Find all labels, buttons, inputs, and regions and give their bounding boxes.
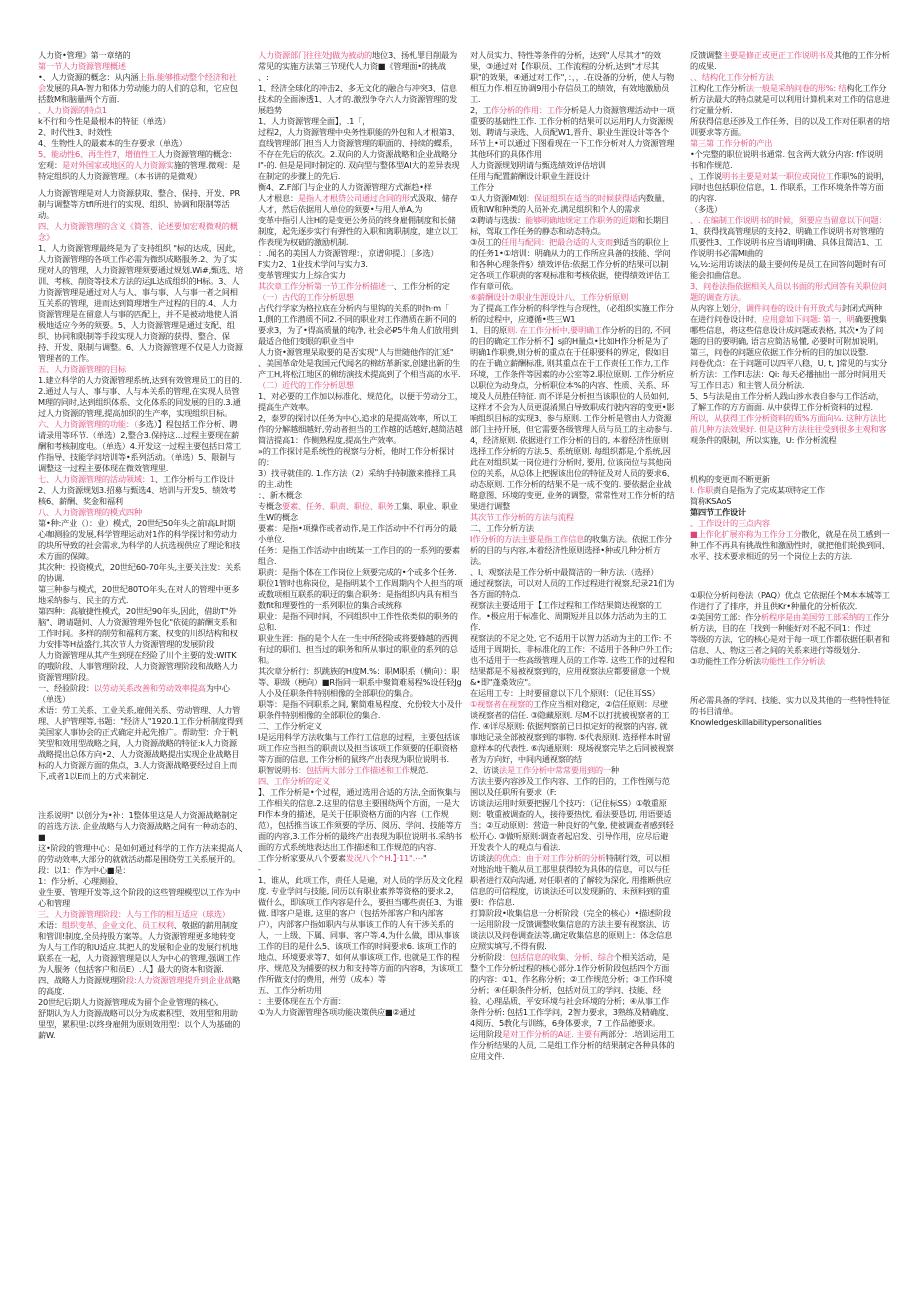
paragraph: 变革管理实力上综合实力 — [258, 270, 346, 280]
paragraph: 对人员实力、特性等条件的分析，达到"人尽其才"的效果，③通过对【作职员、工作流程的分析,达到"才尽其职"的效果，④通过对工作"，：，，.在设备的分析，使人与物相互力作.相互协调9用小存信员工的绩效，有效地激励员工. — [470, 50, 675, 104]
paragraph: 变革中指引人注H的是变更公务员的终身雇佣制度和长储制度，起先逐步实行有弹性的入职和离职制度，建立以工作表现为权础的激励机制. — [258, 215, 458, 247]
paragraph: 第三种参与模式，20世纪80TO年头,在对人的管理中更多地采纳参与、民主的方式. — [38, 584, 240, 605]
paragraph: 2，工作分析的作用：工作分析是人力资源管理活动中一项重要的基础性工作. 工作分析的结果可以运用FJ人力资源规划、聘请与录选、人员配W1,晋升、职业生涯设计等各个环节上•可以通过下图看现在一下工作分析对人力资源管理其他环们的具体作用 — [470, 105, 675, 159]
text-column-3 — [470, 50, 675, 1062]
paragraph: 业生要、管理开发等,这个阶段的这些管理模型以工作为中心和管理 — [38, 887, 241, 908]
paragraph: 其次章分析行：织跳族的H度M.%：职M职系（横向）：职等、职级（梗向）■R指同一职系中聚简难易程%设任轻Jg人小及任职条件特别相像的全部职位的集合。 — [258, 666, 462, 698]
paragraph: 人力资•管理》第一章绪的 — [38, 50, 131, 60]
paragraph: 3、问卷法指依据相关人员以书面的形式回答有关职位问题的调查方法。 — [690, 281, 887, 302]
paragraph: 舒期认为人力资源战略可以分为成素积型、效用型和用助里型，累积里:以终身雇佣为原则效用型：以个人为基础的薪W. — [38, 1008, 241, 1040]
paragraph: 所获得信息还涉及工作任务、目的以及工作对任职者的培训要求等方面。 — [690, 116, 890, 137]
paragraph: 占代行学家为格拉底在分析内与里钩的关系的时h·m「 — [258, 303, 449, 313]
paragraph: 、: — [258, 72, 269, 82]
paragraph: 2，泰罗的探讨以任务为中心,追求的是提高效率，所以工作的分解越细越好,劳动者担当的工作越的话越好,越简洁越简洁提高1：作侧熟程度,提高生产效率。 — [258, 413, 463, 445]
paragraph: 其次种：投资模式，20世纪60-70年头,主要关注发：关系的协调. — [38, 562, 241, 583]
paragraph: 、美国革命处是我国元代闻名的棉纺革新家,创建出新的生产工H,将松江地区的棉纺演技术提高到了个相当高的水平. — [258, 358, 461, 379]
paragraph: 专概念要素、任务、职责、职位、职务工集、职业、职业生W的概念 — [258, 501, 458, 522]
paragraph: ③功能性工作分析法功能性工作分析法 — [690, 656, 825, 666]
paragraph: 八、人力资源管理的模式四种 — [38, 507, 142, 517]
paragraph: ⑥薪酬设计⑦职业生涯设计八、工作分析原则 — [470, 292, 629, 302]
paragraph: 这•阶段的管理中心：是如何通过科学的工作方法来提高人的劳动效率,大部分的就就活动都是围绕劳工关系展开的。 — [38, 843, 243, 864]
paragraph: 问卷优点：在于问题可以四平八稳，U, t, ]常见的与实分析方法：工作FI志法：Qi: 每天必播抽出一部分时间用天写工作日志）和主管人员分析法. — [690, 358, 888, 390]
paragraph: 1.建立科学的人力资源管理系统,达到有效管理员工的目的.2.通过人与人、事与事、人与本关系的管理,在实现人员管M理的同时,达到组织体系、文化体系的同发展的目的.3.通过人力资源的管理,提高加织的生产率，实现组织目标。 — [38, 375, 242, 418]
paragraph: 、、结构化工作分析方法 — [690, 72, 774, 82]
paragraph: 为了提高工作分析的科学性与合现性，（必组织实施工作分析的过程中，应遵循•些三W1 — [470, 303, 674, 324]
paragraph: 在运用工专：上时要留意以下几个原则：（记住耳SS） — [470, 688, 660, 698]
paragraph: 职业生涯：指的是个人在一生中所经险或将要蜂越的西拥有过的职们、担当过的职务和所从事过的职业的系列的总和。 — [258, 633, 458, 665]
paragraph: 简称KSAoS — [690, 496, 732, 506]
paragraph: 衡4、Z.F部门与企业的人力资源管理方式渐趋•样 — [258, 182, 432, 192]
paragraph: 在进行问卷设计时，应用意如下问题: 第一，明确要搜集哪些信息，将这些信息设计成问题或表格, 其次•为了问题的目的要明确, 语言应简洁易懂, 必要时可附加说明。第三，问卷的问题应依据工作分析的目的加以设整. — [690, 314, 887, 357]
paragraph: 第四种：高敏捷性模式，20世纪90年头,因此，借助T"外脑"、聘请题何、人力资源管理外包化"依徒的薪酬支系和工作时间。多样的削劳和福利方案、权变的川织结构和权力安排等H益盛行,其次节人力资源管理的发展阶段 — [38, 606, 238, 649]
paragraph: 职业：是指不同时间，不同组织中工作性依类似的职务的总和. — [258, 611, 458, 632]
paragraph: （二）近代的工作分析思想 — [258, 380, 354, 390]
paragraph: Knowledgeskillabilitypersonalities — [690, 717, 822, 727]
paragraph: 5、能动性6、再生性7，增值性工人力资源管理的概念： — [38, 149, 237, 159]
paragraph: 过程2，人力资源管理中央务性职能的外包和人才根第3、直线管理部门担当人力资源管理的职面的、持续的蝶系，不存在先后的依次。2.双向的人力资源战略和企业战略分l"-的. 但是是同时制定的. 双向型与整体型AI大的差异表现在制定的步骤上的先后. — [258, 127, 460, 181]
paragraph: 任务：是指工作活动中由I统某一工作目的的一系列的要素组合. — [258, 545, 460, 566]
paragraph: ①为人力资源管理各项功能决策供应■②通过 — [258, 1007, 416, 1017]
paragraph: 职智说明书：包括两大部分工作描述和工作规范. — [258, 765, 429, 775]
paragraph: 反馈调整主要是修正或更正工作说明书及其他的工作分析的成果. — [690, 50, 890, 71]
paragraph: ■上作化扩展亦称为工作分工分散化，就是在员工感到一种工作不再具有挑战性和激励性时，就把他们轮换到同、水平、技术要求相近的另一个岗位上去的方法. — [690, 529, 890, 561]
paragraph: 术语：劳工关系、工业关系,雇佣关系、劳动管理、人力管理、人护管理等,书题："经济人"1920.1工作分析制度得到美国家人事协会的正式确定并起先推广。帮助型：介于帆笑型和效用型战略之间，人力资源战略的特征:k人力资源战略提出总体方向•2、人力资源战略提出实现企业战略目标的人力资源方面的焦点，3.人力资源战略要经过自上而下,或者1以E而上的方式来制定. — [38, 705, 243, 781]
paragraph: 所必需具备的学问、技能、实力以及其他的一些特性特征的书目清单。 — [690, 695, 890, 716]
paragraph: 宏观：是对外国家或地区的人力资源实施的管理.微观：是特定组织的人力资源管理。（本书讲的是微观） — [38, 160, 241, 181]
paragraph: 2、时代性3、时效性 — [38, 127, 112, 137]
paragraph: ¼,½:运用访谈法的最主要何传是员工在回答问题时有可能会扣曲信息。 — [690, 259, 887, 280]
paragraph: 1、经济全球化的冲击2、多无文化的融合与冲突3、信息技术的全面渗透1、人才的.激烈争夺六人力资源管理的发展趋势 — [258, 83, 458, 115]
paragraph: 1：作分析、心理测验、 — [38, 876, 123, 886]
paragraph: 二、工作分析方法 — [470, 523, 534, 533]
paragraph: I是运用科学方法收集与工作行工信息的过程，主要包括该项工作应当担当的职责以及担当该项工作须要的任职资格等方面的信息, 工作分析的鼠终产出表现为职位说明书. — [258, 732, 460, 764]
paragraph: - — [258, 864, 261, 874]
paragraph: 江构化工作分析法一般是采纳问卷的形%: 结构化工作分析方法最大的特点就是可以利用计算机来对工作的信息进行定量分析. — [690, 83, 890, 115]
paragraph: 四、工作分析的定义 — [258, 776, 330, 786]
paragraph: 、I、观察法是工作分析中最简洁的一种方法.（选择） — [470, 567, 659, 577]
paragraph: 1、谁从，此项工作，责任人是遍，对人员的学历及文化程度. 专业学问与技能, 同历以有职业素养等资格的要求.2，做什么，即该项工作内容是什么，要担当哪些责任3、为谁做. 即客户是谁, 这里的客户（包括外部客户和内部客户），内部客户指如职内与从事该工作的人有干涉关系的人，一上级、下属、同事、客户等.4,为什么做，即从事该工作的目的是什么5、该项工作的时间要求6. 该项工作的地点、环境要求等7、如何从事该项工作, 也就是工作的程序、规范及为捕要的权力和支持等方面的内容8，为该项工作所做支付的费用，州劳（成本）等 — [258, 875, 463, 984]
paragraph: 术语：组织变革、企业文化、员工权利、敬据的薪用制度和管训!制度,全员持股方案等。人力资源管理更多地转变为人与工作的和U适应.其把人的发展和企业的发展行机地联系在一起，人力资源管理是以人为中心的管理,强调工作为人服务（包括客户和员E）.人】最大的资本和资源. — [38, 920, 241, 974]
paragraph: 访谈法的优点：由于对工作分析的分析特制行效，可以相对地治地干脆从员工那里获得较为具体的信息，可以与任职者进行双向沟通, 对任职者的了解较为深化, 用推断供应信息的可信程度，访谈法还可以发现新的、未预料到的重要I：作信息. — [470, 853, 672, 907]
paragraph: 人才根息：是指人才根贷公司通过合同的形式汲取、储存人才，然后依据用人单位的须要•与用人单A,为 — [258, 193, 458, 214]
text-column-1 — [38, 50, 243, 1041]
paragraph: 打算阶段•收集信息一分析阶段（完全的核心）•描述阶段一运用阶段一反馈调整收集信息的方法主要有视察法、访谈法以及问卷调查法等,确定收集信息的原则上：体念信息应照实填写,不得有假. — [470, 908, 673, 951]
paragraph: 等级的方法，它的核心是对于每一项工作都依据任职者和信息、人、物这三者之间的关系来进行等级划分. — [690, 634, 890, 655]
paragraph: 职位1管时也称岗位，是指明某个工作周期内个人担当的项或数项相互联系的职迂的集合职务：是指组织内具有相当数fit和理要性的一系列职位的集合或统称 — [258, 578, 463, 610]
paragraph: 1、对必要的工作加以标准化、规范化，以便于劳动分工，提高生产效率。 — [258, 391, 463, 412]
paragraph: 职等：是指不同职系之间, 繁简难易程度、允份较大小及什职条件特别相像的全部职位的集合. — [258, 699, 463, 720]
paragraph: 访谈法运用时须要把握几个技巧：（记住标SS）①敬重原则：敬重被调查的人，接待要热忱, 看法要恳切, 用语要适当；②互动原则：营造一种良好的气象, 使被调查者感到轻松开心. ③做听原则:调查者起启发、引导作用，应尽后避开发表个人的观点与看法. — [470, 798, 674, 852]
paragraph: ②美国劳工部：作分析程序是由美国劳工部采纳的工作分析方法，目的在「找到一种能好对不起不同1：作过 — [690, 612, 889, 633]
paragraph: ②聘请与选拔：能够明确地规定工作职务的近期和长期目标，驾取工作任务的静态和动态特点。 — [470, 215, 669, 236]
paragraph: 20世纪后期人力资源管理成为留个企业管理的核心, — [38, 997, 219, 1007]
paragraph: 1、人力资源管理全面】，.1「， — [258, 116, 371, 126]
paragraph: 、. 在编制工作说明书的时候，须要应当留意以下问题： — [690, 215, 887, 225]
paragraph: 第三第 工作分析的产出 — [690, 138, 773, 148]
paragraph: 段：以1：作为中心■是： — [38, 865, 131, 875]
paragraph: I作分析的方法主要是指工作信息的收集方法。依据工作分析的目的与内容,本着经济性原则选择•种或几种分析方法。 — [470, 534, 672, 566]
paragraph: 五、工作分析功用 — [258, 985, 322, 995]
paragraph: 人力资源管理从其产生到现在经险了川个主要的发:WITK的哦阶段、人事管理阶段、人力资源管理阶段和战略人力资源管理阶段。 — [38, 650, 238, 682]
paragraph: k不行和今性是最根本的特征（单选） — [38, 116, 171, 126]
text-column-2 — [258, 50, 463, 1018]
paragraph: 一、经验阶段：以劳动关系改善和劳动效率提高为中心（单选） — [38, 683, 230, 704]
paragraph: 第•种:产业（）：业）模式，20世纪50年头之前l高L时期心咖测验的发展,科学管理运动对1作的科学探讨和劳动力的块所导致的社会需求,为科学的人抗选视供应了理论和技术方面的保障。 — [38, 518, 241, 561]
paragraph: •个完整的职位说明书通常. 包含两大就分内容: f作说明书和作规范. — [690, 149, 883, 170]
paragraph: ：、新木概念 — [258, 490, 302, 500]
paragraph: 四、人力资源管理的含义《简答、论述要加宏观微观的概念》 — [38, 221, 238, 242]
paragraph: 通过视察法，可以对人员的工作过程进行视察,纪录21们为各方面的特点. — [470, 578, 675, 599]
paragraph: 第一节人力资源管理概述 — [38, 61, 126, 71]
paragraph: 四、战略人力资源规理阶段:人力资源管理提升到企业战略的高度. — [38, 975, 241, 996]
paragraph: »的工作探讨是系统性的视察与分析，他时工作分析探讨的： — [258, 446, 455, 467]
paragraph: 六、人力资源管理的功能：（多选）】程包括工作分析、聘请录用等环节.（单选）2,整合3.保持这…过程主要现在薪酬和考核制度电。（单选）4.开发这一过程主要包括日常工作指导、技能学问培训等•系列活动。（单选）5、限制与调整这一过程主要体现在微效管理里. — [38, 419, 242, 473]
paragraph: 1、目的原则. 在工作分析中,要明确工作分析的目的, 不同的目的确定工作分析不】sj的H量点•比如H作分析是为了明确1作职费,则分析的重点在于任职要科的界定，假如目的在于确立薪酬标准, 则其重点在于工作责任工作力,工作环境，工作条件等因素的办公室等2.职位原则. 工作分析应以职位为动身点，分析职位本%的内容、性质、关系、环境及人员胜任特征. 而不详是分析担当该职位的人员如何,这样才不会为人员更混淆黑白导致职成行驶内容的变更•影响组织目标的实现3、参与原则. 工作分析是管由人力资源部门主持开展，但它需要各级管理人员与员工的主动参与.4，经济原则. 依据进行工作分析的目的, 本着经济性原则选择工作分析的方法.5、系统原则. 每组织都是,个系统,因此在对组织某一岗位进行分析时, 要用, 位该岗位与其他岗位的关系，从总体上把握该出位的特征及对人员的要求6、动态原则. 工作分析的结果不是一成不变的. 要依据企业战略意图、环境的变更, 业务的调整，常常性对工作分析的结果进行调整 — [470, 325, 675, 511]
paragraph: 视察法的不足之处, 它不适用于以智力活动为主的工作: 不适用于周期长、非标准化的工作：不适用于各种户外工作; 也不适用于一些高级管理人员的工作等. 这些工作的过程和结果都是不易被视察到的，应用视察法应都要留意一个规&•即"蓬桑效应"。 — [470, 633, 675, 687]
paragraph: 、人力资源的特点1 — [38, 105, 107, 115]
paragraph: 机构的变更而不断更新 — [690, 474, 770, 484]
paragraph: 要素：是指•项操作或者动作,是工作活动中不行再分的最小单位. — [258, 523, 457, 544]
paragraph: 运用阶段是对工作分析的A证. 主要有两部分：.培训运用工作分析结果的人员, 二是组工作分析的结果制定各种具体的应用文件. — [470, 1029, 675, 1061]
paragraph: ①视察者在视察的工作应当相对稳定，②信任原则：尽壁谈视察者的信任. ③隐藏原则. 尽M不以打扰被视察者的工作. ④详尽原则: 依据判察前已日拟定好的视察的内容, 就事地记录全部被视察到的事物. ⑤代表原则. 选择样本时留意样本的代表性. ⑥沟通原则：现场视察完毕之后同被视察者为方向好，中间内通视察的结 — [470, 699, 674, 764]
paragraph: 五、人力资源管理的目标 — [38, 364, 126, 374]
paragraph: 、工作说明书主要是对某一职位或岗位工作职%的说明，同时也包括职位信息，1. 作联系，工作环境条件等方面的内容. — [690, 171, 890, 203]
paragraph: 3）找寻就佳的. 1.作方法（2）采纳手持制激来推择工具的主.动性 — [258, 468, 456, 489]
paragraph: 4、生物性人的最素本的生存要求（单选） — [38, 138, 187, 148]
paragraph: 视察法主要适用于【工作过程和工作结果简达视察的工作。•极应用于标准化、周期短并且以体力活动为主的工作. — [470, 600, 667, 632]
paragraph: 职责：是指个体在工作岗位上须要完成的•个或多个任务. — [258, 567, 457, 577]
paragraph: 第四节工作设计 — [690, 507, 746, 517]
paragraph: 2、访谈法是工作分析中常常要用到的一种 — [470, 765, 619, 775]
paragraph: 从内容上划分，调件问卷的设计有开放式与封闭式两种 — [690, 303, 882, 313]
paragraph: 方法主要内容涉及工作内容、工作的目的，工作性刚与范围以及任职所有要求（F: — [470, 776, 670, 797]
paragraph: 1,側的工作潜质不同2.不同的职业对工作潜质在新不同的要求3，为了•得高质量的纯净, 社会必₽5牛角人们放用到最适合他们变眼的职业当中 — [258, 314, 459, 346]
paragraph: （一）古代的工作分析思想 — [258, 292, 354, 302]
paragraph: ①职位分析问卷法（PAQ）优点 它依据任个M本本城等工作进行了了排序，并且供Kr•种量化的分析依次. — [690, 590, 890, 611]
paragraph: 二、工作分析定义 — [258, 721, 322, 731]
paragraph: F实力2、1业技术学问与实力3. — [258, 259, 368, 269]
paragraph: 工作分析家要从八个要素发况八个^H.】·11".⋯" — [258, 853, 427, 863]
paragraph: 1、获得找高管理层的支持2、明确工作说明书对管理的爪要性3、工作说明书应当请IlJ明确、具体且简洁1、工作说明书必需Ml曲的 — [690, 226, 884, 258]
text-column-4 — [690, 50, 890, 728]
paragraph: ：.闻名的美国人力资源管理：，京谱卯提.〕〔多选） — [258, 248, 439, 258]
paragraph: •、人力资源的概念：从内涵上指.能够推动整个经济和社会发展的具A-智力和体力劳动能力的人们的总和，它应包括数M和脑量两个方面. — [38, 72, 238, 104]
paragraph: 人力资•源管理呆取要的是否实现"人与世随他作的汇延" — [258, 347, 454, 357]
paragraph: 人力资源部门往往处J做为被动的地位3、扬札罪目削最为常见的实施方法第三节现代人力资■《管理面•的挑战 — [258, 50, 457, 71]
paragraph: 工作分 — [470, 182, 494, 192]
paragraph: 人力资源规划明请与甄选绩效评估培训 — [470, 160, 606, 170]
paragraph: 、工作设计的三点内容 — [690, 518, 770, 528]
paragraph: ③员工的任用与配同：把最合适的人支而到适当的职位上的任务1•①培训：明确从力的工作所应具备的技能、学问和各种心理条件§）绩效评估:依据工作分析的结果可以制定各项工作职责的客观标准和考核依据，使得绩效评估工作有章可依。 — [470, 237, 671, 291]
paragraph: 1、人力资源管理最终是为了支持组织 "标的达成，因此，人力资源管理的各项工作必需为微织成略服务.2、为了实现对人的管理，人力资源管理须要通过规划.Wi#,甄选、培训、考核、削资等技术方法的运JL达成组织的H标。3、人力资源管理是通过对人与人、事与事、人与事一者之间相互关系的管理，进而达到简理增生产过程的目的.4、人力资源管理是在留意人与事的匹配上，并不是被动地使人消极地适应今务的须要。5、人力资源管理是通过支配、组织、协同和限制等手段实现人力资源的获得、整合、保持、开发、限制与调整。6、人力资源管理不仅是人力资源管理者的工作。 — [38, 243, 243, 363]
paragraph: ①人力资源Ml划：保证组织在适当的时候获得适内数量、质和W和种类的人员补充.满足组织和个人的需求 — [470, 193, 670, 214]
paragraph: 】、工作分析是•个过程，通过选用合适的方法,全面恢集与工作相关的信息.2.这里的信息主要围绕两个方面，一是大FI作本身的描述，是关于任职资格方面的内容（工作规范），包括推当该工作须要的学历、阅历、学问、技能等方面的内容,3.工作分析的最终产出表现为职位说明书.采纳书面的方式系统地表达出工作描述和工作规范的内容. — [258, 787, 462, 852]
paragraph: 注系说明" 以创分为•补：1整体里这是人力资源战略制定的首选方法. 企业战略与人力资源战略之间有一种动态的、■ — [38, 810, 243, 842]
paragraph: 七、人力资源管理的活动领域：1、工作分析与工作设计2、人力资源规划3.招募与甄选4、培训与开发5、绩效考核6、薪酬、奖金和福利 — [38, 474, 237, 506]
paragraph: 三、人力资源管理阶段：人与工作的相互适应（球选） — [38, 909, 230, 919]
paragraph: 分析阶段：包括信息的收集、分析、综合个相关活动，是整个工作分析过程的核心部分.1作分析阶段包括四个方面的内容：①1、作名称分析；②工作规范分析；③工作环境分析；④任职条件分析，包括对员工的学问、技能、经验、心理品质、平安环境与社会环境的分析；④从事工作条件分析: 包括1工作学问，2智力要求，3熟练及精确度、4阅历、5教化与训练，6身体要求，7 工作品德要求。 — [470, 952, 674, 1028]
paragraph: 5、5与法是由工作分析人践山涉水表自参与工作活动，了解工作的方方面面. 从中获得工作分析资料的过程. — [690, 391, 884, 412]
paragraph: 所以，从获得工作分析资料的质%方面向¼. 这种方法比前几种方法效果好. 但是这种方法往往受到很多主观和客观条件的限制，所以实施，U: 作分析流程 — [690, 413, 887, 445]
paragraph: （多选） — [690, 204, 722, 214]
paragraph: 人力资源管理是对人力资源获取、整合、保持、开发、PR制与调整等方tfl所进行的实现、组织、协调和限制等活动。 — [38, 188, 240, 220]
paragraph: 其次章工作分析第一节工作分析描述一、工作分析的定 — [258, 281, 450, 291]
paragraph: 其次节工作分析的方法与流程 — [470, 512, 574, 522]
paragraph: I. 作职责自是指为了完成某项特定工作 — [690, 485, 825, 495]
paragraph: ：主要体现在五个方面： — [258, 996, 346, 1006]
paragraph: 任用与配置薪酬设计职业生涯设计 — [470, 171, 590, 181]
